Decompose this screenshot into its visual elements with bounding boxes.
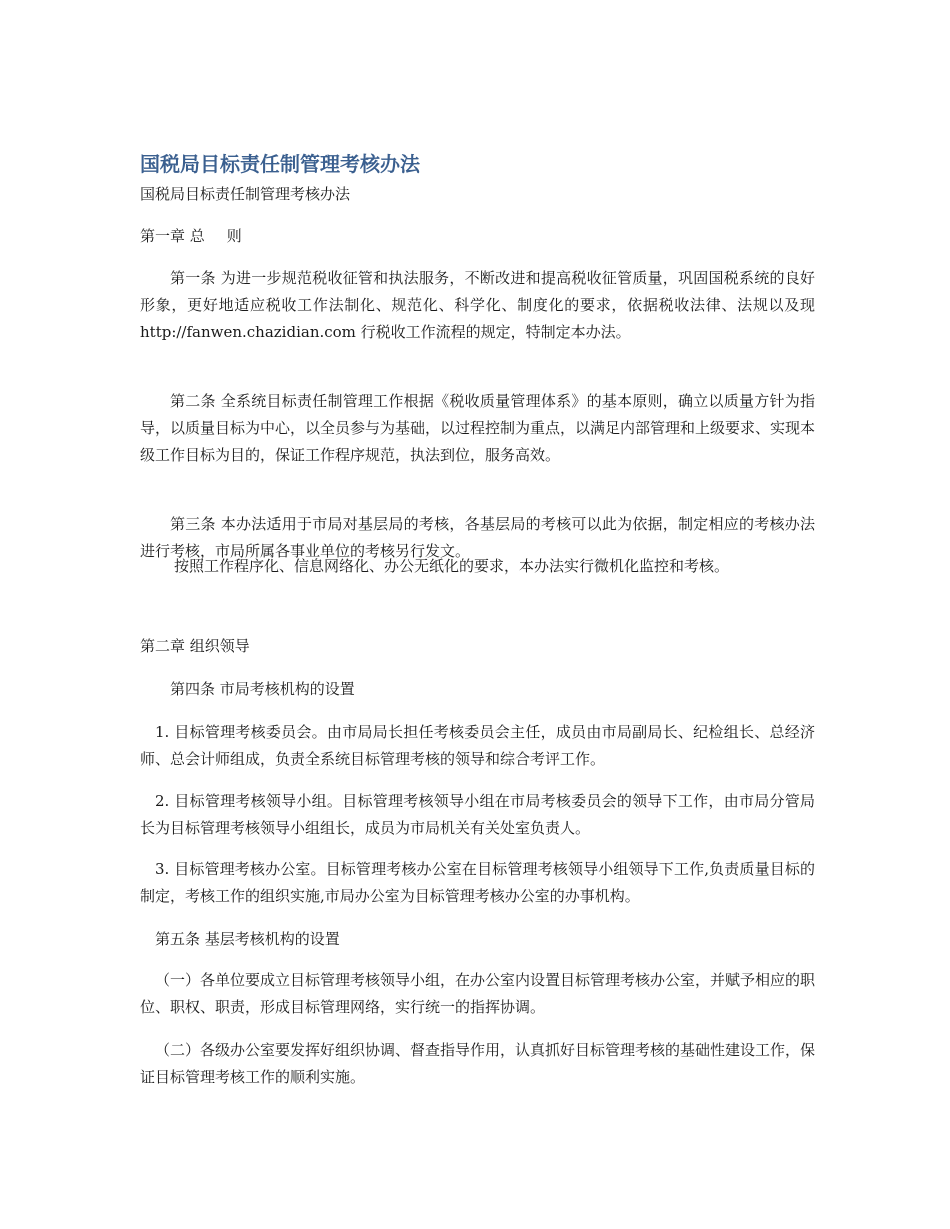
article-3: 第三条 本办法适用于市局对基层局的考核，各基层局的考核可以此为依据，制定相应的考核办法进行考核，市局所属各事业单位的考核另行发文。 (140, 515, 815, 560)
article-4: 第四条 市局考核机构的设置 (170, 680, 355, 698)
chapter-2-heading: 第二章 组织领导 (140, 637, 250, 655)
article-2: 第二条 全系统目标责任制管理工作根据《税收质量管理体系》的基本原则，确立以质量方针为指导，以质量目标为中心，以全员参与为基础，以过程控制为重点，以满足内部管理和上级要求、实现本级工作目标为目的，保证工作程序规范，执法到位，服务高效。 (140, 392, 816, 464)
chapter-1-label-tail: 则 (226, 227, 242, 245)
list-item-2: 2. 目标管理考核领导小组。目标管理考核领导小组在市局考核委员会的领导下工作，由市局分管局长为目标管理考核领导小组组长，成员为市局机关有关处室负责人。 (140, 792, 815, 837)
article-5: 第五条 基层考核机构的设置 (155, 930, 340, 948)
list-item-1: 1. 目标管理考核委员会。由市局局长担任考核委员会主任，成员由市局副局长、纪检组长、总经济师、总会计师组成，负责全系统目标管理考核的领导和综合考评工作。 (140, 723, 815, 768)
sub-item-1: （一）各单位要成立目标管理考核领导小组，在办公室内设置目标管理考核办公室，并赋予相应的职位、职权、职责，形成目标管理网络，实行统一的指挥协调。 (140, 971, 816, 1016)
chapter-1-label: 第一章 总 (140, 227, 205, 245)
document-title: 国税局目标责任制管理考核办法 (140, 152, 420, 176)
sub-item-2: （二）各级办公室要发挥好组织协调、督查指导作用，认真抓好目标管理考核的基础性建设工作，保证目标管理考核工作的顺利实施。 (140, 1041, 816, 1086)
paragraph-extra: 按照工作程序化、信息网络化、办公无纸化的要求，本办法实行微机化监控和考核。 (174, 557, 730, 575)
chapter-1-heading (140, 223, 815, 250)
list-item-3: 3. 目标管理考核办公室。目标管理考核办公室在目标管理考核领导小组领导下工作,负责质量目标的制定，考核工作的组织实施,市局办公室为目标管理考核办公室的办事机构。 (140, 860, 815, 905)
document-subtitle: 国税局目标责任制管理考核办法 (140, 185, 351, 203)
article-1: 第一条 为进一步规范税收征管和执法服务，不断改进和提高税收征管质量，巩固国税系统的良好形象，更好地适应税收工作法制化、规范化、科学化、制度化的要求，依据税收法律、法规以及现 http://fanwen.chazidian.com 行税收工作流程的规定，特制定本办法。 (140, 269, 815, 341)
